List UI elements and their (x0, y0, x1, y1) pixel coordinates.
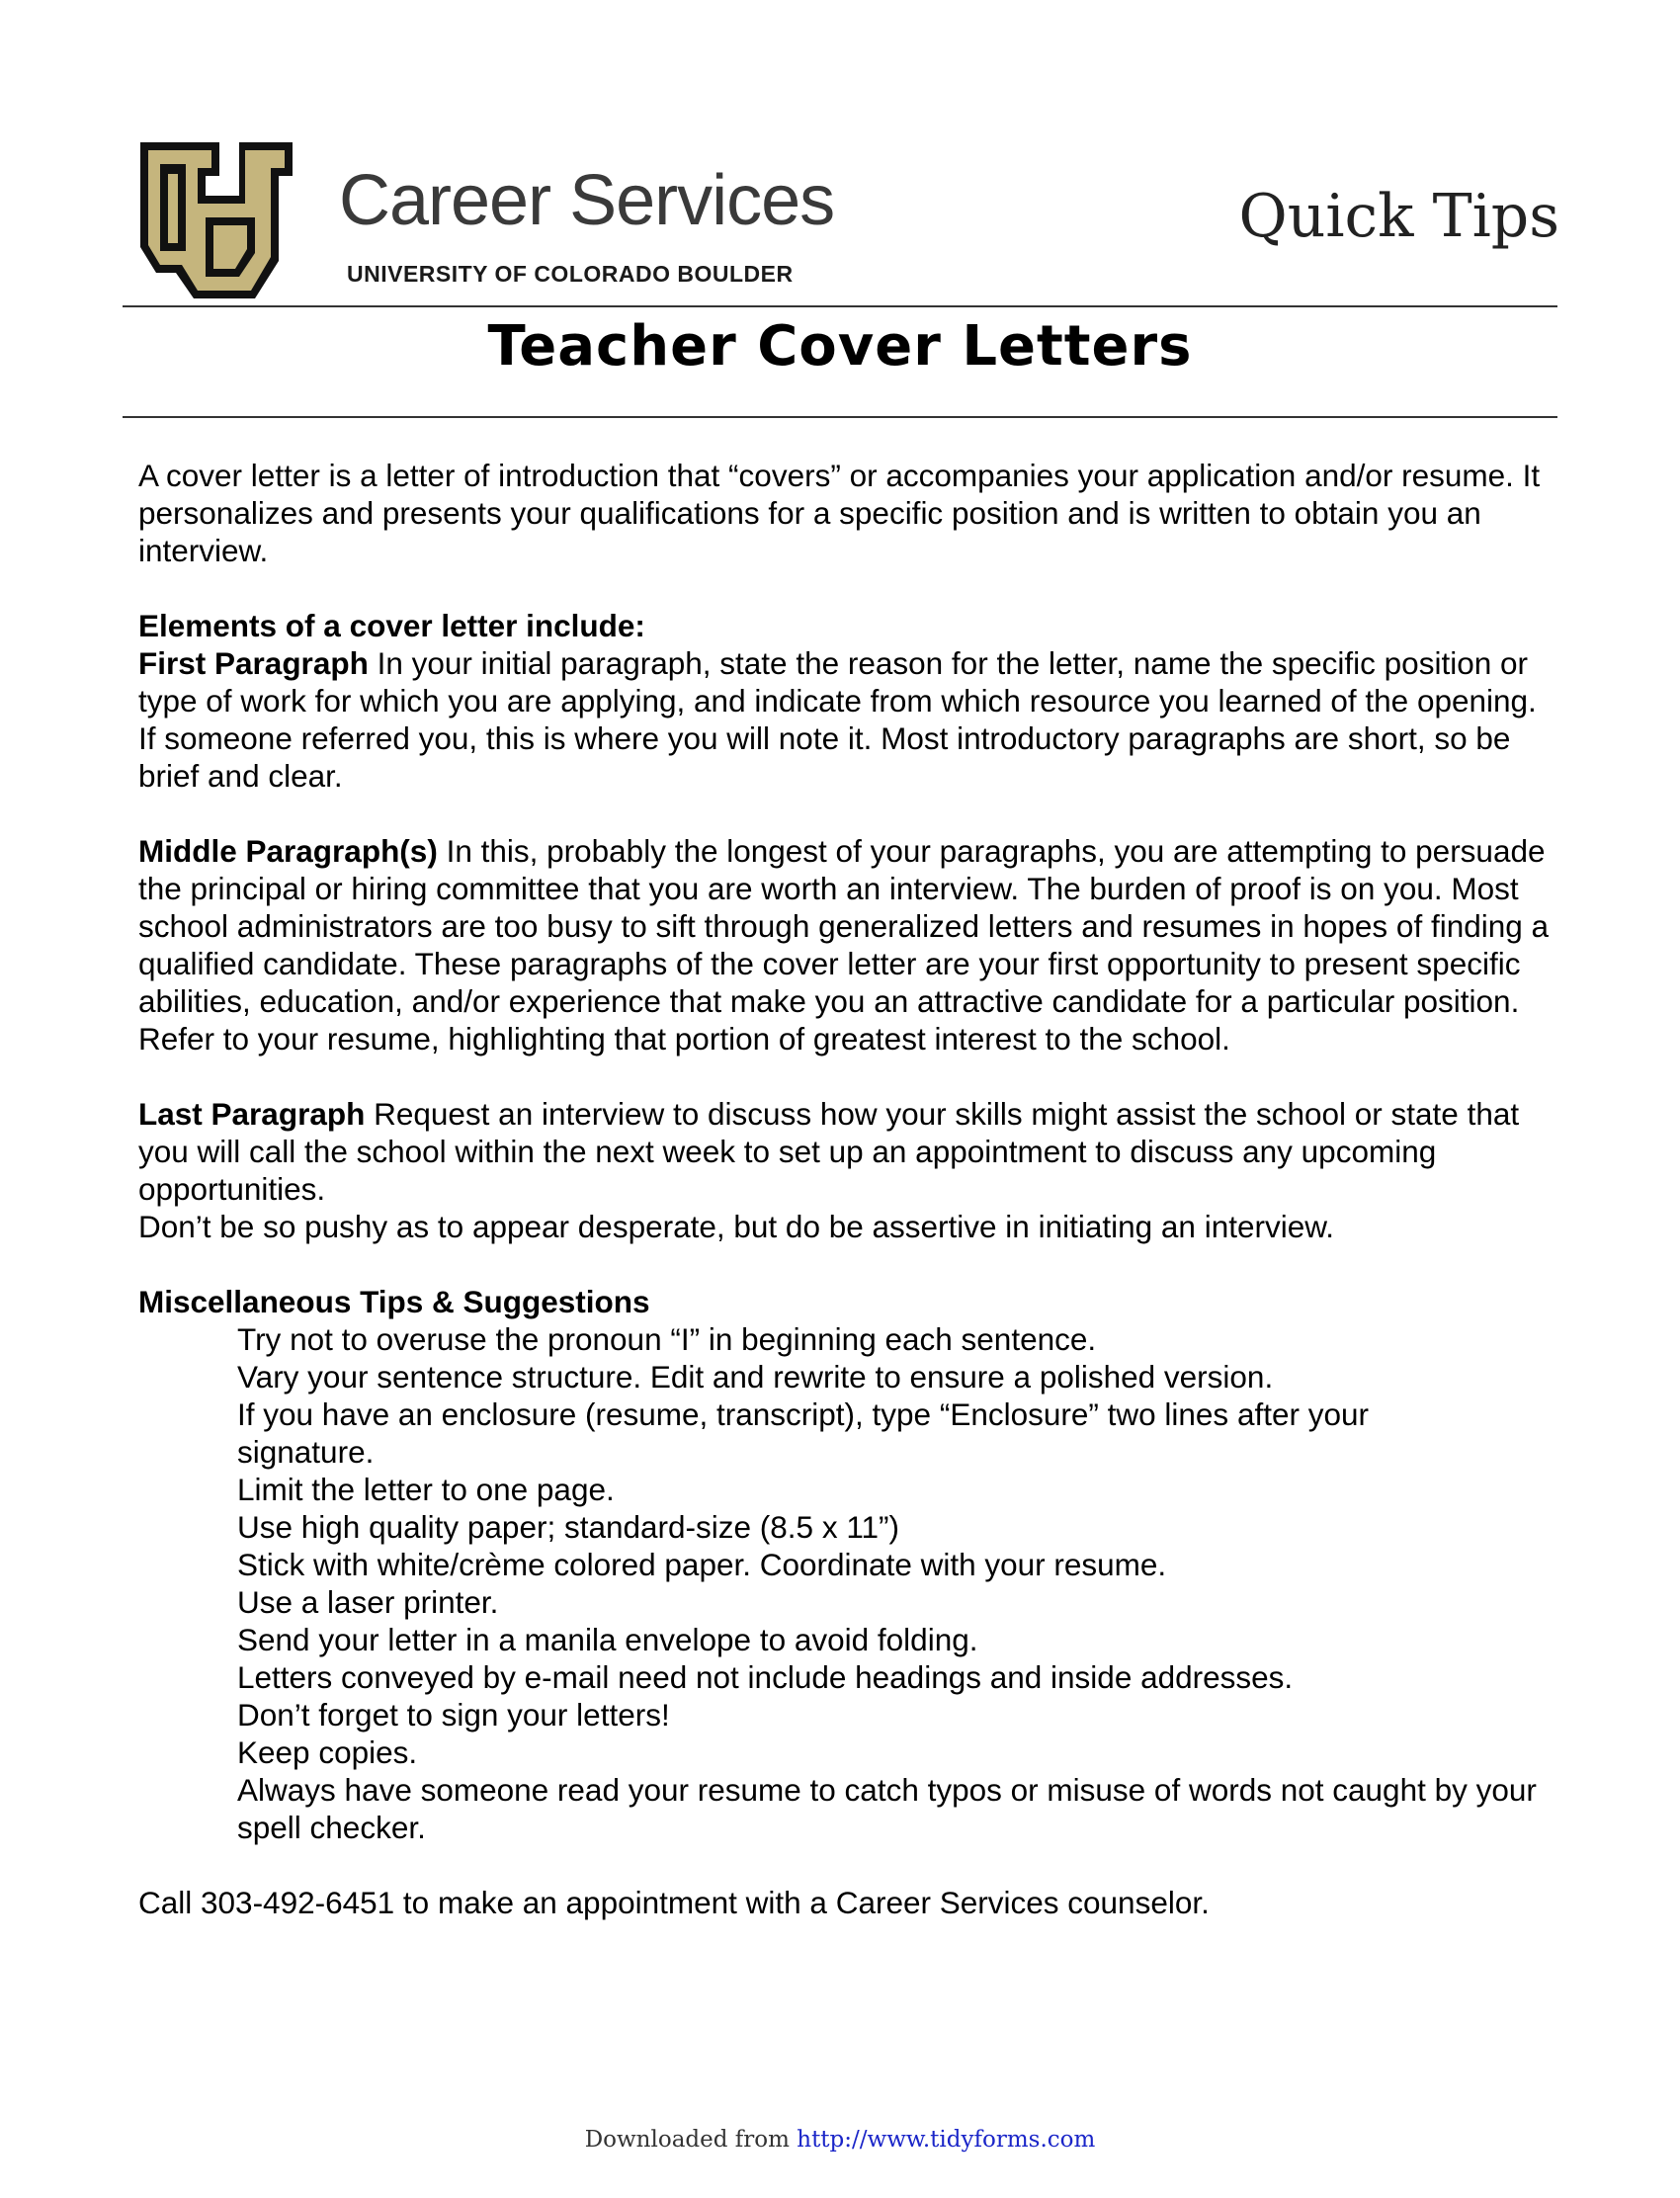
first-paragraph-note: If someone referred you, this is where you will note it. Most introductory paragraphs are short, so be brief and clear. (138, 720, 1511, 794)
intro-paragraph: A cover letter is a letter of introduction that “covers” or accompanies your application and/or resume. It personalizes and presents your qualifications for a specific position and is written to obtain you an interview. (138, 458, 1541, 568)
footer-link[interactable]: http://www.tidyforms.com (797, 2127, 1096, 2153)
brand-subtitle: UNIVERSITY OF COLORADO BOULDER (347, 261, 794, 287)
last-paragraph-text: Request an interview to discuss how your skills might assist the school or state that you will call the school within the next week to set up an appointment to discuss any upcoming opportunities. (138, 1096, 1520, 1207)
page-title: Teacher Cover Letters (487, 314, 1193, 379)
brand-title: Career Services (339, 161, 835, 240)
footer-prefix: Downloaded from (584, 2127, 798, 2153)
first-paragraph (138, 644, 1561, 719)
list-item: Use a laser printer. (237, 1584, 499, 1620)
first-paragraph-text: In your initial paragraph, state the reason for the letter, name the specific position or type of work for which you are applying, and indicate from which resource you learned of the opening. (138, 645, 1537, 719)
closing-paragraph: Call 303-492-6451 to make an appointment with a Career Services counselor. (138, 1885, 1210, 1920)
list-item: Keep copies. (237, 1734, 418, 1770)
list-item: Letters conveyed by e-mail need not include headings and inside addresses. (237, 1659, 1294, 1695)
cu-logo-icon (136, 138, 296, 302)
list-item: Try not to overuse the pronoun “I” in beginning each sentence. (237, 1321, 1097, 1357)
page-header (136, 138, 1559, 306)
list-item: If you have an enclosure (resume, transcript), type “Enclosure” two lines after your signature. (237, 1396, 1369, 1470)
elements-heading: Elements of a cover letter include: (138, 608, 645, 643)
first-paragraph-label: First Paragraph (138, 645, 369, 681)
middle-paragraph-note: Refer to your resume, highlighting that portion of greatest interest to the school. (138, 1021, 1230, 1057)
list-item: Vary your sentence structure. Edit and rewrite to ensure a polished version. (237, 1359, 1274, 1395)
list-item: Stick with white/crème colored paper. Coordinate with your resume. (237, 1547, 1167, 1582)
list-item: Use high quality paper; standard-size (8.5 x 11”) (237, 1509, 900, 1545)
list-item: Send your letter in a manila envelope to avoid folding. (237, 1622, 978, 1657)
document-body (138, 457, 1561, 1921)
download-footer (0, 2127, 1680, 2153)
quick-tips-label: Quick Tips (1238, 182, 1559, 251)
middle-paragraph-label: Middle Paragraph(s) (138, 833, 438, 869)
list-item: Always have someone read your resume to catch typos or misuse of words not caught by your spell checker. (237, 1772, 1537, 1845)
top-divider (123, 305, 1557, 307)
last-paragraph-label: Last Paragraph (138, 1096, 366, 1132)
list-item: Don’t forget to sign your letters! (237, 1697, 670, 1733)
list-item: Limit the letter to one page. (237, 1472, 615, 1507)
tips-list (138, 1320, 1561, 1846)
middle-paragraph-text: In this, probably the longest of your paragraphs, you are attempting to persuade the principal or hiring committee that you are worth an interview. The burden of proof is on you. Most school administrators are too busy to sift through generalized letters and resumes in hopes of finding a qualified candidate. These paragraphs of the cover letter are your first opportunity to present specific abilities, education, and/or experience that make you an attractive candidate for a particular position. (138, 833, 1550, 1019)
title-divider (123, 416, 1557, 418)
middle-paragraph (138, 832, 1561, 1020)
misc-heading: Miscellaneous Tips & Suggestions (138, 1284, 650, 1319)
last-paragraph (138, 1095, 1561, 1208)
last-paragraph-note: Don’t be so pushy as to appear desperate, but do be assertive in initiating an interview. (138, 1209, 1334, 1244)
